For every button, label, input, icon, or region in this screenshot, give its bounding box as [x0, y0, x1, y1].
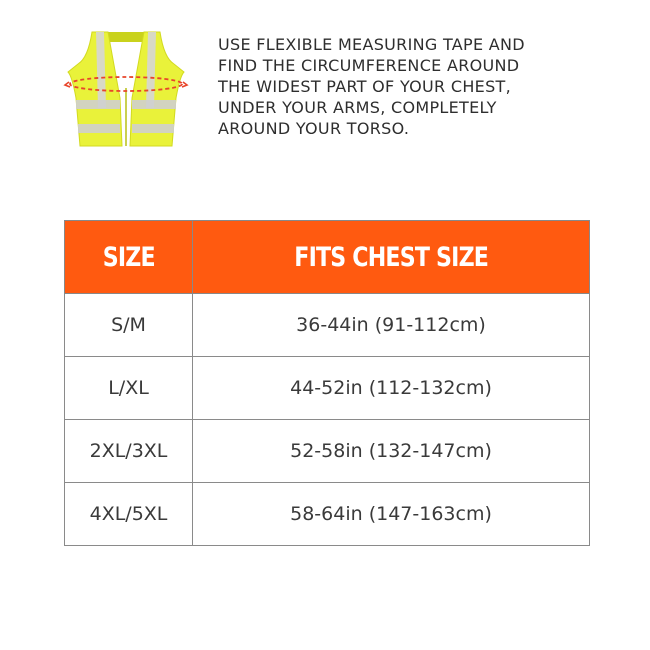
table-row — [65, 357, 590, 420]
size-cell: 2XL/3XL — [65, 420, 193, 483]
chest-size-cell: 44-52in (112-132cm) — [193, 357, 590, 420]
size-cell: L/XL — [65, 357, 193, 420]
table-header-row — [65, 221, 590, 294]
instruction-line: THE WIDEST PART OF YOUR CHEST, — [218, 77, 511, 96]
size-cell: 4XL/5XL — [65, 483, 193, 546]
size-cell: S/M — [65, 294, 193, 357]
chest-size-cell: 36-44in (91-112cm) — [193, 294, 590, 357]
chest-size-cell: 58-64in (147-163cm) — [193, 483, 590, 546]
size-chart-table — [64, 220, 590, 546]
instruction-line: AROUND YOUR TORSO. — [218, 119, 410, 138]
table-row — [65, 483, 590, 546]
chest-size-cell: 52-58in (132-147cm) — [193, 420, 590, 483]
instruction-line: FIND THE CIRCUMFERENCE AROUND — [218, 56, 520, 75]
measuring-instructions — [218, 34, 618, 139]
safety-vest-icon — [62, 28, 190, 150]
size-column-header: SIZE — [65, 221, 193, 294]
chest-size-column-header: FITS CHEST SIZE — [193, 221, 590, 294]
instruction-line: USE FLEXIBLE MEASURING TAPE AND — [218, 35, 525, 54]
table-row — [65, 420, 590, 483]
table-row — [65, 294, 590, 357]
instruction-line: UNDER YOUR ARMS, COMPLETELY — [218, 98, 497, 117]
